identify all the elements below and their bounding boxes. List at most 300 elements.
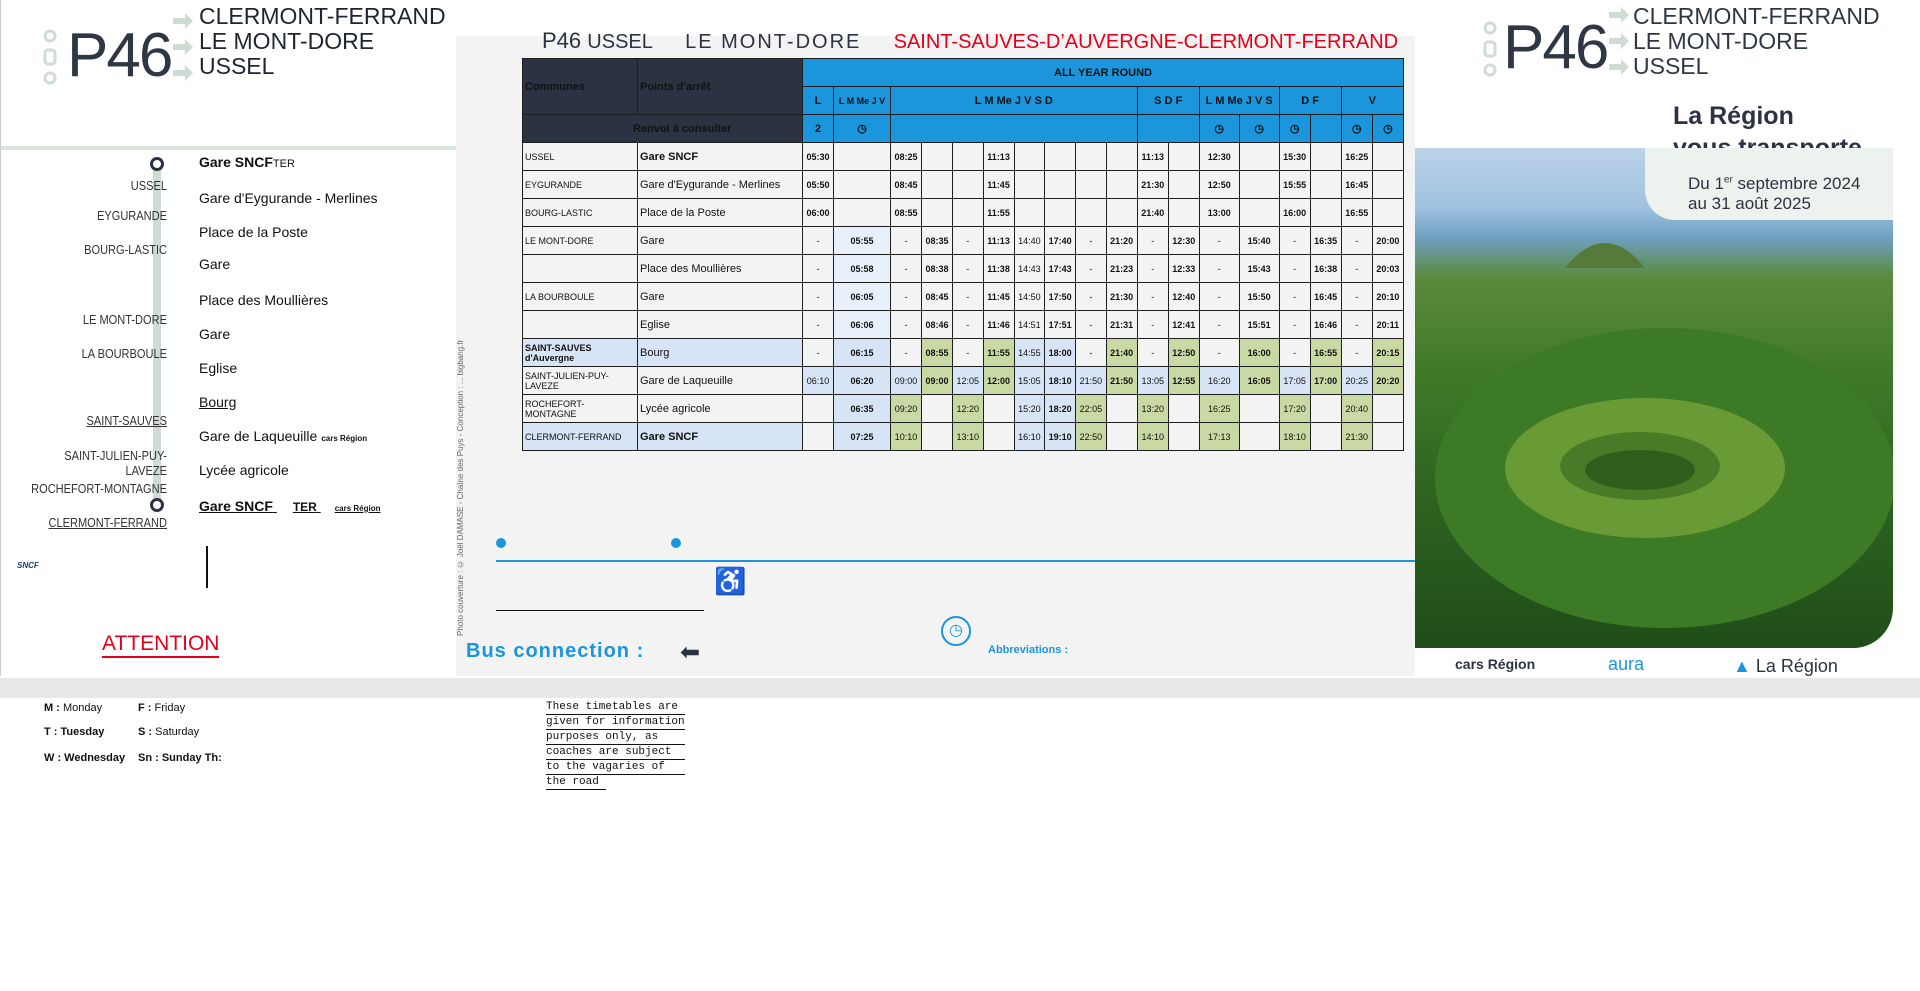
cell-time: - xyxy=(1137,255,1168,283)
cell-time: 08:35 xyxy=(922,227,953,255)
cell-time xyxy=(803,395,834,423)
cell-time: 20:00 xyxy=(1372,227,1403,255)
cell-time: 16:20 xyxy=(1199,367,1239,395)
vertical-rule xyxy=(206,546,208,588)
cell-time: - xyxy=(1076,227,1107,255)
cell-time: 11:13 xyxy=(983,143,1014,171)
day-col: L M Me J V xyxy=(834,87,891,115)
renvoi-empty xyxy=(1310,115,1341,143)
cell-time: 07:25 xyxy=(834,423,891,451)
cell-time: 09:20 xyxy=(890,395,921,423)
table-row xyxy=(523,171,1404,199)
cell-time: 14:40 xyxy=(1014,227,1045,255)
cell-time: 17:05 xyxy=(1279,367,1310,395)
cell-time: - xyxy=(1199,227,1239,255)
route-end-dot xyxy=(150,498,164,512)
cell-time: 15:55 xyxy=(1279,171,1310,199)
cell-time xyxy=(1372,199,1403,227)
abbreviations-label: Abbreviations : xyxy=(988,644,1069,656)
cell-time: 21:30 xyxy=(1137,171,1168,199)
cell-time: - xyxy=(890,283,921,311)
cell-time: 06:00 xyxy=(803,199,834,227)
town-rochefort: ROCHEFORT-MONTAGNE xyxy=(31,481,168,496)
cell-time: 20:20 xyxy=(1372,367,1403,395)
cell-time: 11:55 xyxy=(983,199,1014,227)
town-bourboule: LA BOURBOULE xyxy=(81,346,167,361)
cell-time: 17:13 xyxy=(1199,423,1239,451)
cell-time: - xyxy=(890,311,921,339)
cell-time: - xyxy=(1341,283,1372,311)
route-start-dot xyxy=(150,157,164,171)
cell-time: 15:30 xyxy=(1279,143,1310,171)
cell-time: - xyxy=(953,227,984,255)
cell-time: 16:00 xyxy=(1279,199,1310,227)
hdr-renvoi: Renvoi à consulter xyxy=(523,115,803,143)
renvoi-empty xyxy=(890,115,1137,143)
cell-commune: SAINT-SAUVES d'Auvergne xyxy=(523,339,638,367)
table-row xyxy=(523,199,1404,227)
cell-time xyxy=(1372,143,1403,171)
cell-time: - xyxy=(1076,311,1107,339)
dots-icon xyxy=(1481,20,1499,80)
route-code-right: P46 xyxy=(1503,13,1608,82)
abbrev-sn: Sn : Sunday Th: xyxy=(138,752,222,764)
blue-rule xyxy=(496,560,1416,562)
cell-time: - xyxy=(890,339,921,367)
route-city-1: CLERMONT-FERRAND xyxy=(199,3,446,29)
arrow-left-icon: ⬅ xyxy=(680,639,701,666)
photo-credit: Photo couverture : © Joël DAMASE - Chaîne des Puys - Conception : ... bigbang.fr xyxy=(456,339,465,636)
cell-stop: Gare xyxy=(638,227,803,255)
timetable-panel xyxy=(456,28,1416,676)
cell-time xyxy=(953,143,984,171)
cell-time: 20:25 xyxy=(1341,367,1372,395)
cell-time: 08:55 xyxy=(890,199,921,227)
cell-time: 21:30 xyxy=(1341,423,1372,451)
tt-title: P46 USSEL LE MONT-DORE SAINT-SAUVES-D’AUVERGNE-CLERMONT-FERRAND xyxy=(542,28,1399,53)
cell-time: - xyxy=(1199,339,1239,367)
cell-time: 15:50 xyxy=(1239,283,1279,311)
cell-time xyxy=(1106,395,1137,423)
town-saint-sauves: SAINT-SAUVES xyxy=(86,413,167,428)
cell-time: 12:30 xyxy=(1199,143,1239,171)
cell-time: - xyxy=(1199,255,1239,283)
cell-time: 11:13 xyxy=(983,227,1014,255)
divider xyxy=(1,146,457,150)
cell-time: 05:55 xyxy=(834,227,891,255)
cell-time: - xyxy=(953,311,984,339)
cell-time xyxy=(1106,423,1137,451)
cell-stop: Place des Moullières xyxy=(638,255,803,283)
clock-icon: ◷ xyxy=(1372,115,1403,143)
cell-time xyxy=(1168,143,1199,171)
cell-time: 12:30 xyxy=(1168,227,1199,255)
cell-time: 17:43 xyxy=(1045,255,1076,283)
cell-time xyxy=(1045,171,1076,199)
cell-time xyxy=(803,423,834,451)
cell-stop: Gare SNCF xyxy=(638,423,803,451)
table-row xyxy=(523,395,1404,423)
cell-time xyxy=(834,171,891,199)
cell-time xyxy=(1239,143,1279,171)
cell-time: - xyxy=(1076,255,1107,283)
cell-time: 12:55 xyxy=(1168,367,1199,395)
cell-time: 20:40 xyxy=(1341,395,1372,423)
clock-icon: ◷ xyxy=(1199,115,1239,143)
cell-time: 15:20 xyxy=(1014,395,1045,423)
cell-time: 13:00 xyxy=(1199,199,1239,227)
clock-icon: ◷ xyxy=(1341,115,1372,143)
validity-end: au 31 août 2025 xyxy=(1688,194,1811,213)
table-row xyxy=(523,143,1404,171)
route-city-2: LE MONT-DORE xyxy=(199,28,375,54)
cell-time: 21:20 xyxy=(1106,227,1137,255)
town-saint-julien: SAINT-JULIEN-PUY-LAVEZE xyxy=(64,448,167,478)
day-col: L M Me J V S xyxy=(1199,87,1279,115)
cell-stop: Bourg xyxy=(638,339,803,367)
cell-time xyxy=(1168,171,1199,199)
cell-time: 21:31 xyxy=(1106,311,1137,339)
cell-stop: Place de la Poste xyxy=(638,199,803,227)
cell-time: 15:05 xyxy=(1014,367,1045,395)
stop-laqueuille: Gare de Laqueuille cars Région xyxy=(199,428,368,444)
cell-time xyxy=(1045,143,1076,171)
cell-time xyxy=(922,171,953,199)
cell-time: 08:46 xyxy=(922,311,953,339)
cell-time: 12:41 xyxy=(1168,311,1199,339)
cell-time: 19:10 xyxy=(1045,423,1076,451)
cell-time: - xyxy=(1137,283,1168,311)
sncf-logo: SNCF xyxy=(17,561,39,570)
hdr-communes: Communes xyxy=(523,59,638,115)
route-city-3: USSEL xyxy=(199,53,275,79)
cell-stop: Gare d'Eygurande - Merlines xyxy=(638,171,803,199)
cell-time: 17:40 xyxy=(1045,227,1076,255)
cell-time: 12:00 xyxy=(983,367,1014,395)
cell-time: 15:43 xyxy=(1239,255,1279,283)
cell-time: 09:00 xyxy=(890,367,921,395)
stop-lycee: Lycée agricole xyxy=(199,462,289,478)
cell-commune xyxy=(523,311,638,339)
cell-time: 12:50 xyxy=(1168,339,1199,367)
cell-time: 05:50 xyxy=(803,171,834,199)
cell-time xyxy=(953,171,984,199)
cell-commune: LA BOURBOULE xyxy=(523,283,638,311)
cell-time: 16:55 xyxy=(1341,199,1372,227)
cell-time: 11:55 xyxy=(983,339,1014,367)
cell-time xyxy=(983,395,1014,423)
cell-time xyxy=(1168,395,1199,423)
cell-time: 17:51 xyxy=(1045,311,1076,339)
right-city-2: LE MONT-DORE xyxy=(1633,28,1809,54)
cell-time: 12:50 xyxy=(1199,171,1239,199)
cell-time: 05:58 xyxy=(834,255,891,283)
cell-time: - xyxy=(1137,227,1168,255)
cell-time xyxy=(1014,199,1045,227)
cell-time: - xyxy=(1137,339,1168,367)
cell-time: - xyxy=(803,339,834,367)
table-row xyxy=(523,367,1404,395)
cell-time: 14:50 xyxy=(1014,283,1045,311)
table-row xyxy=(523,227,1404,255)
table-row xyxy=(523,311,1404,339)
cell-time xyxy=(1372,171,1403,199)
cell-time: 21:23 xyxy=(1106,255,1137,283)
cell-stop: Lycée agricole xyxy=(638,395,803,423)
cell-time: - xyxy=(1279,227,1310,255)
cell-time: 11:13 xyxy=(1137,143,1168,171)
table-row xyxy=(523,255,1404,283)
cell-time xyxy=(1239,423,1279,451)
cell-stop: Gare SNCF xyxy=(638,143,803,171)
cell-time xyxy=(1168,199,1199,227)
stop-gare-bourboule: Gare xyxy=(199,326,231,342)
cell-time: 18:10 xyxy=(1279,423,1310,451)
table-row xyxy=(523,339,1404,367)
town-bourg-lastic: BOURG-LASTIC xyxy=(84,242,167,257)
cell-time xyxy=(983,423,1014,451)
cell-time xyxy=(1014,143,1045,171)
cell-time: 14:10 xyxy=(1137,423,1168,451)
cell-time: 11:38 xyxy=(983,255,1014,283)
cell-time: 20:10 xyxy=(1372,283,1403,311)
cell-time xyxy=(1106,143,1137,171)
cell-time: 08:25 xyxy=(890,143,921,171)
cell-time: 16:25 xyxy=(1199,395,1239,423)
cell-time: 08:45 xyxy=(890,171,921,199)
cell-time: 16:25 xyxy=(1341,143,1372,171)
bullet-dot xyxy=(496,538,506,548)
cell-time: - xyxy=(1341,339,1372,367)
cell-time: 16:46 xyxy=(1310,311,1341,339)
cell-time xyxy=(1310,199,1341,227)
cell-time: 18:00 xyxy=(1045,339,1076,367)
day-col: D F xyxy=(1279,87,1341,115)
cell-time: 06:35 xyxy=(834,395,891,423)
cell-time: 06:06 xyxy=(834,311,891,339)
cell-time: 16:00 xyxy=(1239,339,1279,367)
cell-time xyxy=(1310,395,1341,423)
cell-time: - xyxy=(1341,255,1372,283)
cell-time: 12:40 xyxy=(1168,283,1199,311)
cell-time: 06:15 xyxy=(834,339,891,367)
left-panel xyxy=(0,0,457,676)
cell-time: - xyxy=(1279,311,1310,339)
table-row xyxy=(523,423,1404,451)
cell-time: - xyxy=(1076,283,1107,311)
cell-time xyxy=(1239,199,1279,227)
hdr-stops: Points d'arrêt xyxy=(638,59,803,115)
cell-time: - xyxy=(953,255,984,283)
cell-time: - xyxy=(1279,255,1310,283)
cell-time xyxy=(1372,423,1403,451)
cell-time xyxy=(834,199,891,227)
cell-time xyxy=(1106,171,1137,199)
day-col: L M Me J V S D xyxy=(890,87,1137,115)
cell-time: 22:05 xyxy=(1076,395,1107,423)
cell-time: 20:15 xyxy=(1372,339,1403,367)
stop-poste: Place de la Poste xyxy=(199,224,308,240)
cell-time: 08:55 xyxy=(922,339,953,367)
cell-commune: USSEL xyxy=(523,143,638,171)
cell-commune: LE MONT-DORE xyxy=(523,227,638,255)
cell-time xyxy=(922,423,953,451)
cell-commune: EYGURANDE xyxy=(523,171,638,199)
cell-time: 21:40 xyxy=(1106,339,1137,367)
cell-time: 13:20 xyxy=(1137,395,1168,423)
volcano-photo xyxy=(1415,148,1893,648)
cell-time: 12:33 xyxy=(1168,255,1199,283)
cell-time: 16:05 xyxy=(1239,367,1279,395)
stop-gare-clermont: Gare SNCF TER cars Région xyxy=(199,498,381,514)
cell-time: 06:20 xyxy=(834,367,891,395)
cell-time: 11:45 xyxy=(983,283,1014,311)
cell-time: 17:50 xyxy=(1045,283,1076,311)
cell-time: - xyxy=(953,283,984,311)
cell-stop: Gare xyxy=(638,283,803,311)
day-col: L xyxy=(803,87,834,115)
cell-time: 05:30 xyxy=(803,143,834,171)
stop-gare-sncf: Gare SNCFTER xyxy=(199,154,295,170)
renvoi-mark: 2 xyxy=(803,115,834,143)
cell-time: 21:30 xyxy=(1106,283,1137,311)
cell-commune: SAINT-JULIEN-PUY-LAVEZE xyxy=(523,367,638,395)
stop-eygurande: Gare d'Eygurande - Merlines xyxy=(199,190,378,206)
cell-time: 06:10 xyxy=(803,367,834,395)
cell-time: 08:38 xyxy=(922,255,953,283)
cell-time: 11:46 xyxy=(983,311,1014,339)
cell-time: 15:51 xyxy=(1239,311,1279,339)
cell-time: 18:20 xyxy=(1045,395,1076,423)
timetable-body xyxy=(523,143,1404,451)
cell-time: 14:51 xyxy=(1014,311,1045,339)
cell-time: 21:50 xyxy=(1076,367,1107,395)
abbrev-t: T : Tuesday xyxy=(44,726,105,738)
region-line1: La Région xyxy=(1673,102,1794,130)
cell-time: 15:40 xyxy=(1239,227,1279,255)
town-clermont: CLERMONT-FERRAND xyxy=(48,515,167,530)
cell-time: 13:05 xyxy=(1137,367,1168,395)
cell-time: - xyxy=(890,255,921,283)
cell-time: 17:00 xyxy=(1310,367,1341,395)
clock-icon: ◷ xyxy=(941,616,971,646)
town-eygurande: EYGURANDE xyxy=(96,208,167,223)
cell-stop: Eglise xyxy=(638,311,803,339)
cell-time: 20:03 xyxy=(1372,255,1403,283)
dots-icon xyxy=(41,28,59,88)
cell-time: - xyxy=(953,339,984,367)
cell-time: 16:35 xyxy=(1310,227,1341,255)
timetable-table xyxy=(522,58,1404,451)
cell-time xyxy=(1372,395,1403,423)
arrows-icon xyxy=(1607,6,1631,82)
cell-time: - xyxy=(1137,311,1168,339)
town-ussel: USSEL xyxy=(130,178,167,193)
cell-commune: BOURG-LASTIC xyxy=(523,199,638,227)
bus-connection-label: Bus connection : xyxy=(466,640,645,662)
cell-time: 20:11 xyxy=(1372,311,1403,339)
cell-time: 06:05 xyxy=(834,283,891,311)
cell-time: 21:50 xyxy=(1106,367,1137,395)
cell-time: 14:55 xyxy=(1014,339,1045,367)
validity-start: Du 1er septembre 2024 xyxy=(1688,174,1861,193)
logo-aura: aura xyxy=(1608,654,1645,674)
logo-la-region: ▲ La Région xyxy=(1733,656,1838,676)
cell-time xyxy=(1239,171,1279,199)
cell-time: - xyxy=(890,227,921,255)
clock-icon: ◷ xyxy=(1239,115,1279,143)
bullet-dot xyxy=(671,538,681,548)
clock-icon: ◷ xyxy=(834,115,891,143)
abbrev-f: F : Friday xyxy=(138,702,186,714)
cell-time: - xyxy=(1341,227,1372,255)
cell-time: - xyxy=(1076,339,1107,367)
cell-time: 16:38 xyxy=(1310,255,1341,283)
cell-time: 21:40 xyxy=(1137,199,1168,227)
cell-time xyxy=(834,143,891,171)
cell-time: 14:43 xyxy=(1014,255,1045,283)
cell-time xyxy=(1310,171,1341,199)
cell-time: - xyxy=(803,227,834,255)
attention-label: ATTENTION xyxy=(102,632,219,658)
cell-time: 10:10 xyxy=(890,423,921,451)
cell-time: 13:10 xyxy=(953,423,984,451)
cell-time: - xyxy=(803,255,834,283)
cell-time: 16:55 xyxy=(1310,339,1341,367)
day-col: V xyxy=(1341,87,1403,115)
cell-commune xyxy=(523,255,638,283)
right-city-3: USSEL xyxy=(1633,53,1709,79)
renvoi-empty xyxy=(1137,115,1199,143)
cell-time: - xyxy=(1199,311,1239,339)
cell-time xyxy=(1106,199,1137,227)
cell-time: 18:10 xyxy=(1045,367,1076,395)
arrows-icon xyxy=(171,12,195,88)
cell-time: 09:00 xyxy=(922,367,953,395)
cell-time: - xyxy=(1279,339,1310,367)
cell-time: 16:45 xyxy=(1310,283,1341,311)
cell-commune: ROCHEFORT-MONTAGNE xyxy=(523,395,638,423)
cell-time xyxy=(1076,199,1107,227)
cell-time: 22:50 xyxy=(1076,423,1107,451)
cell-time: 16:10 xyxy=(1014,423,1045,451)
cell-time: 12:05 xyxy=(953,367,984,395)
cell-time xyxy=(1045,199,1076,227)
black-rule xyxy=(496,610,704,611)
cell-time: 12:20 xyxy=(953,395,984,423)
cell-time xyxy=(1014,171,1045,199)
cell-time xyxy=(922,395,953,423)
table-row xyxy=(523,283,1404,311)
route-code: P46 xyxy=(67,21,172,90)
cell-time: - xyxy=(1199,283,1239,311)
cell-time: 11:45 xyxy=(983,171,1014,199)
cell-time: 08:45 xyxy=(922,283,953,311)
cell-time: - xyxy=(803,311,834,339)
cell-time xyxy=(1310,143,1341,171)
cell-time: - xyxy=(1341,311,1372,339)
abbrev-m: M : Monday xyxy=(44,702,103,714)
wheelchair-icon: ♿ xyxy=(714,566,747,596)
cell-time xyxy=(922,143,953,171)
logo-cars-region: cars Région xyxy=(1455,656,1536,672)
abbrev-s: S : Saturday xyxy=(138,726,200,738)
cell-commune: CLERMONT-FERRAND xyxy=(523,423,638,451)
stop-eglise: Eglise xyxy=(199,360,238,376)
cell-time xyxy=(1310,423,1341,451)
page-gap xyxy=(0,678,1920,698)
cell-time: 17:20 xyxy=(1279,395,1310,423)
